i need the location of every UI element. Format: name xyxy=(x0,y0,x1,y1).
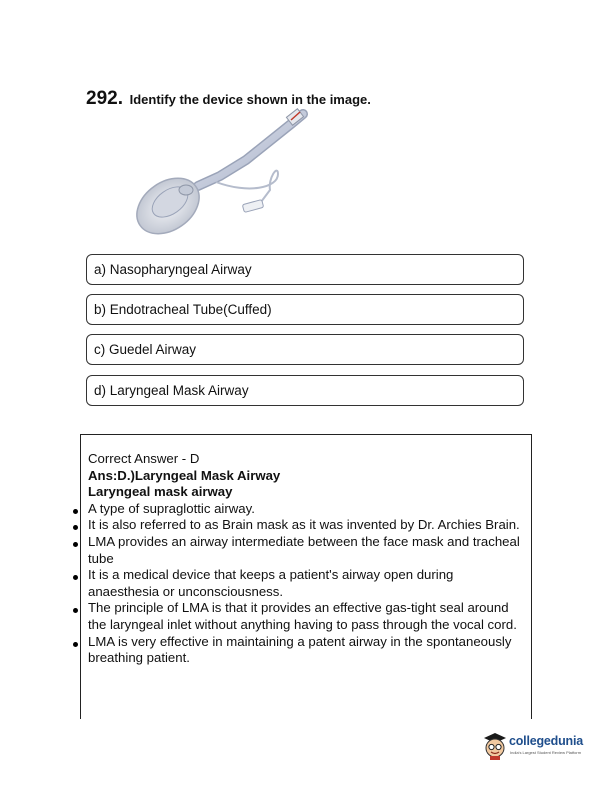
bullet-item: A type of supraglottic airway. xyxy=(88,501,528,518)
bullet-item: The principle of LMA is that it provides an effective gas-tight seal around the laryngeal inlet without anything having to pass through the vocal cord. xyxy=(88,600,528,633)
question-text: Identify the device shown in the image. xyxy=(129,92,371,107)
bullet-dot-icon xyxy=(73,525,78,530)
laryngeal-mask-airway-icon xyxy=(128,108,318,248)
bullet-item: LMA provides an airway intermediate between the face mask and tracheal tube xyxy=(88,534,528,567)
brand-tagline: India's Largest Student Review Platform xyxy=(510,750,582,755)
question-heading xyxy=(86,88,546,110)
option-a[interactable]: a) Nasopharyngeal Airway xyxy=(86,254,524,285)
option-c[interactable]: c) Guedel Airway xyxy=(86,334,524,365)
answer-explanation xyxy=(88,451,528,667)
bullet-item: LMA is very effective in maintaining a patent airway in the spontaneously breathing patient. xyxy=(88,634,528,667)
bullet-dot-icon xyxy=(73,575,78,580)
question-number: 292. xyxy=(86,88,123,109)
bullet-dot-icon xyxy=(73,608,78,613)
graduate-mascot-icon xyxy=(482,730,508,760)
correct-answer: Correct Answer - D xyxy=(88,451,200,466)
option-d[interactable]: d) Laryngeal Mask Airway xyxy=(86,375,524,406)
bullet-item: It is a medical device that keeps a patient's airway open during anaesthesia or unconsciousness. xyxy=(88,567,528,600)
option-b[interactable]: b) Endotracheal Tube(Cuffed) xyxy=(86,294,524,325)
bullet-item: It is also referred to as Brain mask as it was invented by Dr. Archies Brain. xyxy=(88,517,528,534)
collegedunia-logo[interactable] xyxy=(482,730,582,762)
answer-subtitle: Laryngeal mask airway xyxy=(88,484,233,500)
brand-name: collegedunia xyxy=(509,734,584,748)
bullet-dot-icon xyxy=(73,509,78,514)
bullet-list xyxy=(88,501,528,667)
answer-line: Ans:D.)Laryngeal Mask Airway xyxy=(88,467,281,483)
bullet-dot-icon xyxy=(73,642,78,647)
bullet-dot-icon xyxy=(73,542,78,547)
